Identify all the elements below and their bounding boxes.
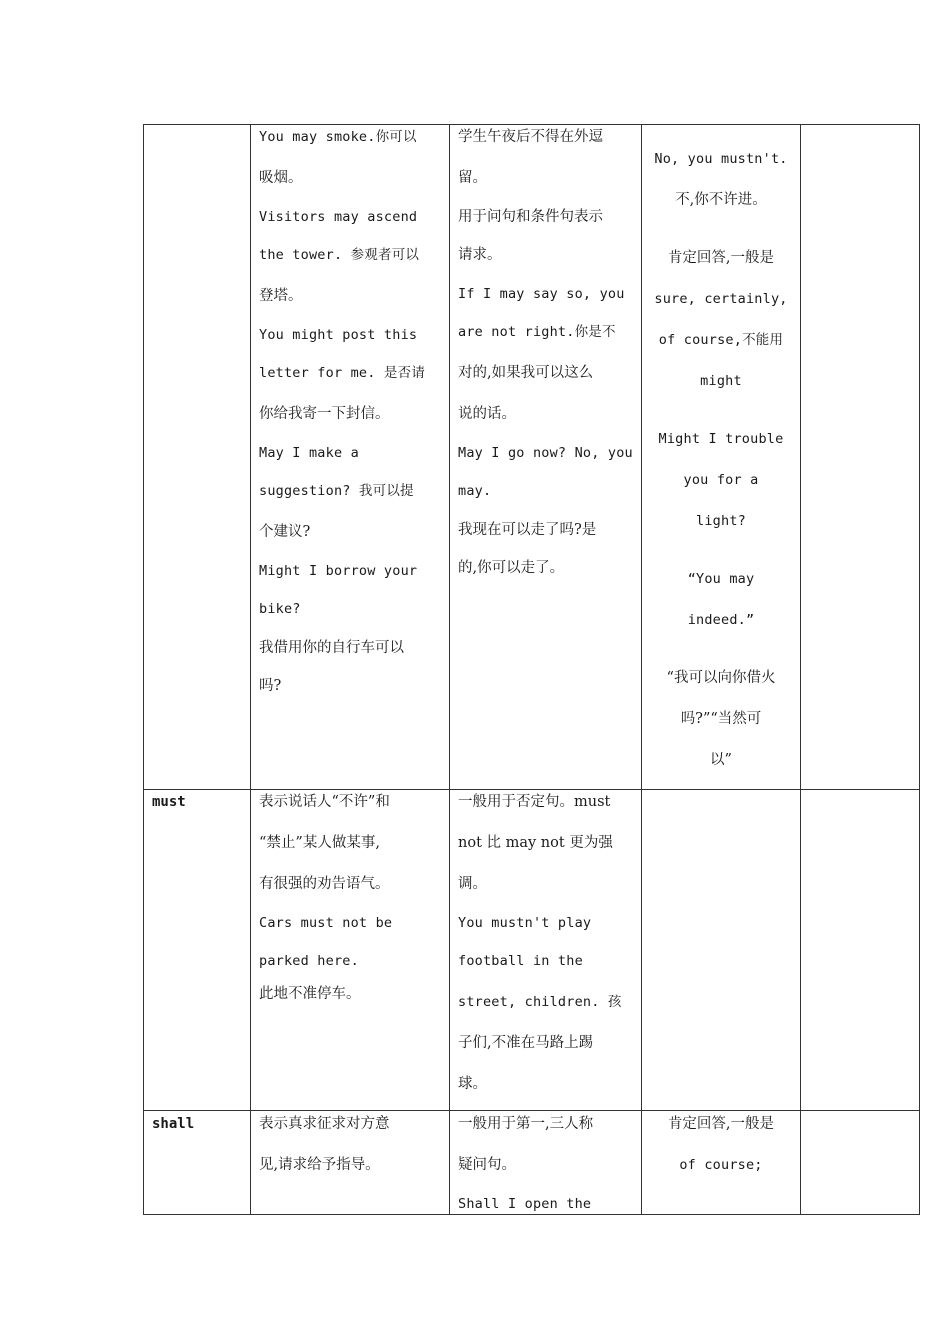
- column-divider: [250, 124, 251, 1215]
- usage-line: You mustn't play: [458, 915, 592, 931]
- meaning-line: 有很强的劝告语气。: [259, 876, 390, 892]
- table-cell-usage: [458, 782, 638, 1105]
- meaning-line: suggestion? 我可以提: [259, 483, 414, 499]
- usage-line: 对的,如果我可以这么: [458, 365, 594, 381]
- meaning-line: parked here.: [259, 953, 359, 969]
- answer-line: might: [700, 373, 742, 389]
- meaning-line: You may smoke.你可以: [259, 129, 417, 145]
- usage-line: 学生午夜后不得在外逗: [458, 129, 603, 145]
- answer-line: 吗?”“当然可: [680, 711, 762, 727]
- table-cell-meaning: [259, 782, 444, 1012]
- meaning-line: 表示真求征求对方意: [259, 1116, 390, 1132]
- answer-line: “我可以向你借火: [666, 670, 776, 686]
- word-must: must: [152, 794, 186, 810]
- table-cell-answer: [646, 139, 796, 781]
- word-shall: shall: [152, 1116, 195, 1132]
- usage-line: street, children. 孩: [458, 994, 622, 1010]
- usage-line: are not right.你是不: [458, 324, 616, 340]
- meaning-line: 登塔。: [259, 288, 303, 304]
- meaning-line: 见,请求给予指导。: [259, 1157, 380, 1173]
- usage-line: 我现在可以走了吗?是: [458, 522, 597, 538]
- meaning-line: Might I borrow your: [259, 563, 418, 579]
- usage-line: 疑问句。: [458, 1157, 516, 1173]
- usage-line: 请求。: [458, 247, 502, 263]
- meaning-line: bike?: [259, 601, 301, 617]
- answer-line: of course,不能用: [658, 332, 784, 348]
- usage-line: Shall I open the: [458, 1196, 592, 1212]
- answer-line: 不,你不许进。: [675, 192, 767, 208]
- meaning-line: 你给我寄一下封信。: [259, 406, 390, 422]
- meaning-line: Cars must not be: [259, 915, 393, 931]
- usage-line: If I may say so, you: [458, 286, 625, 302]
- answer-line: “You may: [687, 571, 755, 587]
- answer-line: 肯定回答,一般是: [667, 250, 775, 266]
- meaning-line: 表示说话人“不许”和: [259, 794, 390, 810]
- usage-line: football in the: [458, 953, 583, 969]
- answer-line: light?: [696, 513, 746, 529]
- usage-line: 球。: [458, 1076, 487, 1092]
- usage-line: 留。: [458, 170, 487, 186]
- table-border-right: [919, 124, 920, 1215]
- column-divider: [800, 124, 801, 1215]
- table-cell-usage: [458, 117, 638, 589]
- answer-line: Might I trouble: [658, 431, 784, 447]
- meaning-line: 吸烟。: [259, 170, 303, 186]
- table-cell-word: [152, 1104, 244, 1145]
- answer-line: sure, certainly,: [654, 291, 788, 307]
- table-cell-word: [152, 782, 244, 823]
- meaning-line: “禁止”某人做某事,: [259, 835, 380, 851]
- meaning-line: 此地不准停车。: [259, 986, 361, 1002]
- answer-line: No, you mustn't.: [654, 151, 788, 167]
- table-cell-meaning: [259, 1104, 444, 1186]
- answer-line: 肯定回答,一般是: [667, 1116, 775, 1132]
- answer-line: you for a: [683, 472, 759, 488]
- modal-verbs-table: [143, 124, 920, 1215]
- usage-line: 子们,不准在马路上踢: [458, 1035, 594, 1051]
- meaning-line: letter for me. 是否请: [259, 365, 426, 381]
- usage-line: May I go now? No, you: [458, 445, 633, 461]
- table-cell-usage: [458, 1104, 638, 1222]
- answer-line: of course;: [679, 1157, 763, 1173]
- table-border-left: [143, 124, 144, 1215]
- meaning-line: 我借用你的自行车可以: [259, 640, 404, 656]
- meaning-line: Visitors may ascend: [259, 209, 418, 225]
- column-divider: [449, 124, 450, 1215]
- answer-line: indeed.”: [687, 612, 755, 628]
- meaning-line: May I make a: [259, 445, 359, 461]
- meaning-line: 吗?: [259, 678, 282, 694]
- meaning-line: You might post this: [259, 327, 418, 343]
- meaning-line: 个建议?: [259, 524, 311, 540]
- column-divider: [641, 124, 642, 1215]
- usage-line: not 比 may not 更为强: [458, 835, 613, 851]
- usage-line: 的,你可以走了。: [458, 560, 565, 576]
- usage-line: 一般用于否定句。must: [458, 794, 611, 810]
- usage-line: 一般用于第一,三人称: [458, 1116, 594, 1132]
- usage-line: may.: [458, 483, 492, 499]
- usage-line: 说的话。: [458, 406, 516, 422]
- table-cell-meaning: [259, 117, 444, 707]
- usage-line: 调。: [458, 876, 487, 892]
- usage-line: 用于问句和条件句表示: [458, 209, 603, 225]
- answer-line: 以”: [710, 752, 732, 768]
- table-cell-answer: [646, 1104, 796, 1186]
- meaning-line: the tower. 参观者可以: [259, 247, 420, 263]
